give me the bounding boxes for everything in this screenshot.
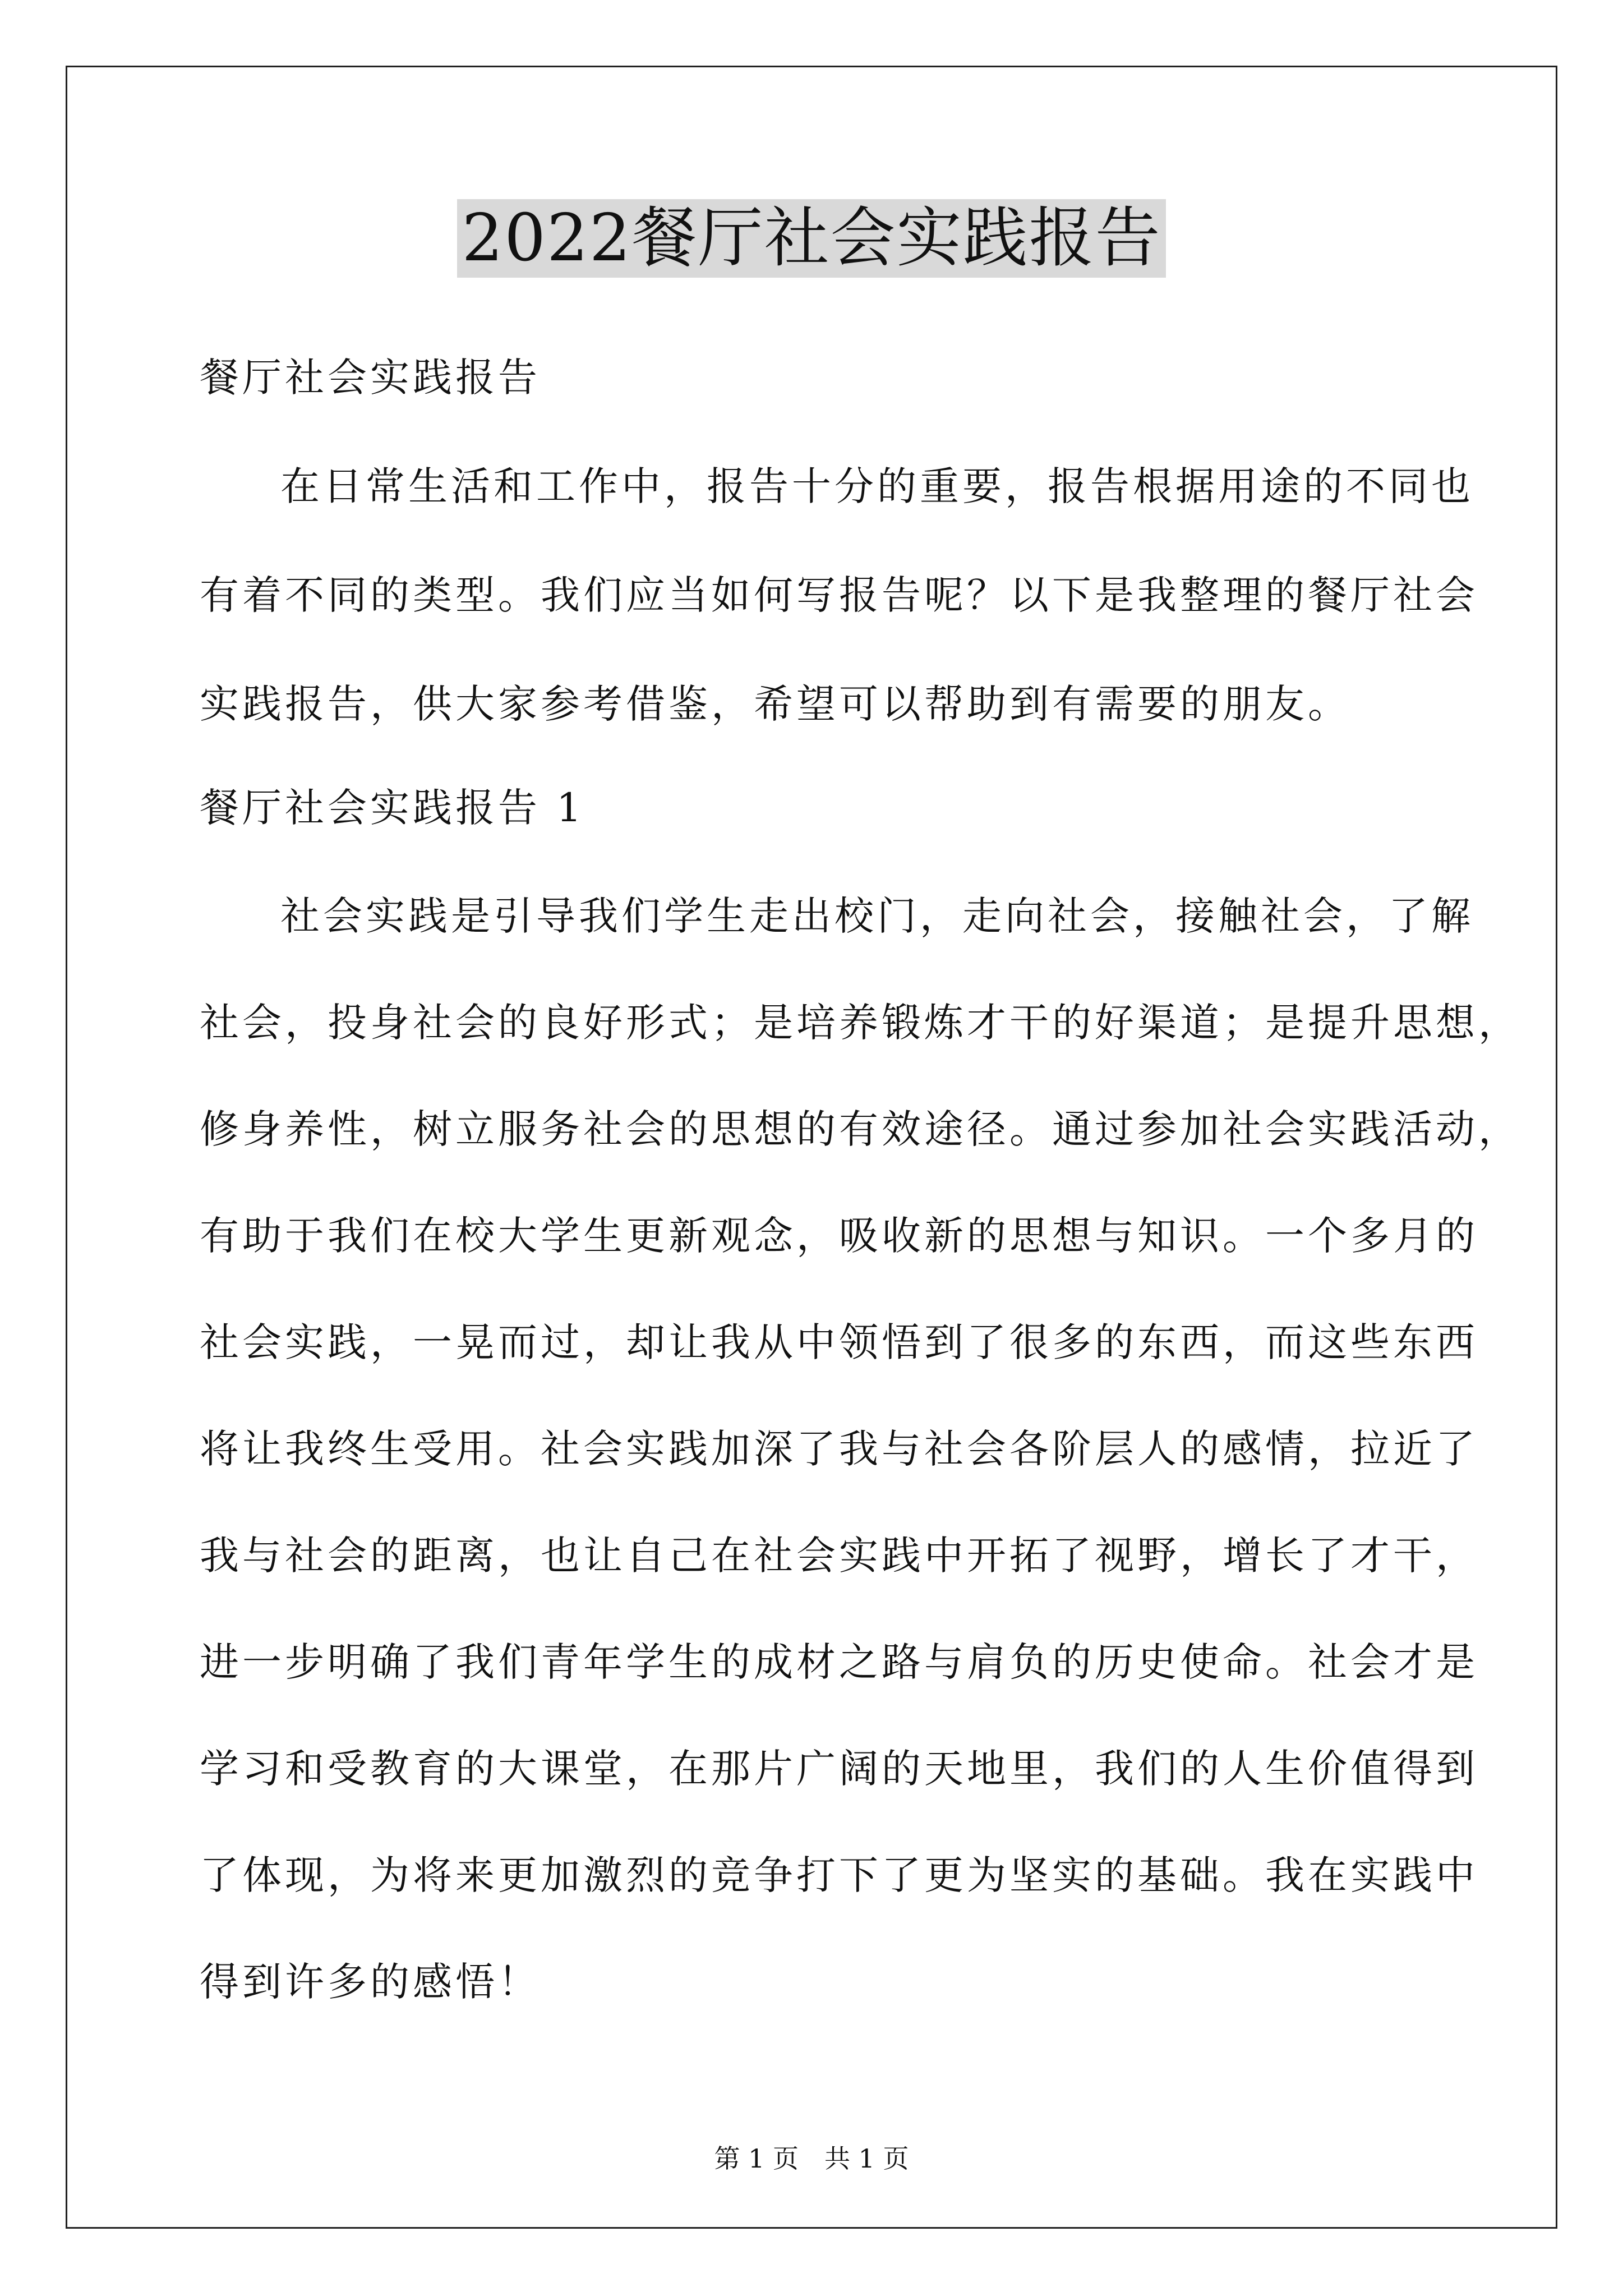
intro-line: 有着不同的类型。我们应当如何写报告呢？以下是我整理的餐厅社会 xyxy=(200,572,1478,618)
body-line: 得到许多的感悟！ xyxy=(200,1959,541,2005)
body-line: 社会实践是引导我们学生走出校门，走向社会，接触社会，了解 xyxy=(280,893,1474,939)
body-line: 社会，投身社会的良好形式；是培养锻炼才干的好渠道；是提升思想， xyxy=(200,1000,1521,1046)
body-line: 有助于我们在校大学生更新观念，吸收新的思想与知识。一个多月的 xyxy=(200,1213,1478,1259)
body-line: 学习和受教育的大课堂，在那片广阔的天地里，我们的人生价值得到 xyxy=(200,1746,1478,1792)
body-line: 社会实践，一晃而过，却让我从中领悟到了很多的东西，而这些东西 xyxy=(200,1319,1478,1365)
body-line: 修身养性，树立服务社会的思想的有效途径。通过参加社会实践活动， xyxy=(200,1106,1521,1152)
document-title: 2022餐厅社会实践报告 xyxy=(457,199,1165,278)
body-line: 我与社会的距离，也让自己在社会实践中开拓了视野，增长了才干， xyxy=(200,1533,1478,1579)
title-container xyxy=(0,199,1623,278)
body-line: 将让我终生受用。社会实践加深了我与社会各阶层人的感情，拉近了 xyxy=(200,1426,1478,1472)
body-line: 进一步明确了我们青年学生的成材之路与肩负的历史使命。社会才是 xyxy=(200,1639,1478,1685)
body-line: 了体现，为将来更加激烈的竞争打下了更为坚实的基础。我在实践中 xyxy=(200,1852,1478,1898)
section-heading: 餐厅社会实践报告 1 xyxy=(200,785,585,831)
page-number-footer: 第 1 页 共 1 页 xyxy=(714,2143,909,2174)
intro-line: 实践报告，供大家参考借鉴，希望可以帮助到有需要的朋友。 xyxy=(200,681,1350,727)
intro-line: 在日常生活和工作中，报告十分的重要，报告根据用途的不同也 xyxy=(280,463,1474,509)
document-subtitle: 餐厅社会实践报告 xyxy=(200,355,541,401)
